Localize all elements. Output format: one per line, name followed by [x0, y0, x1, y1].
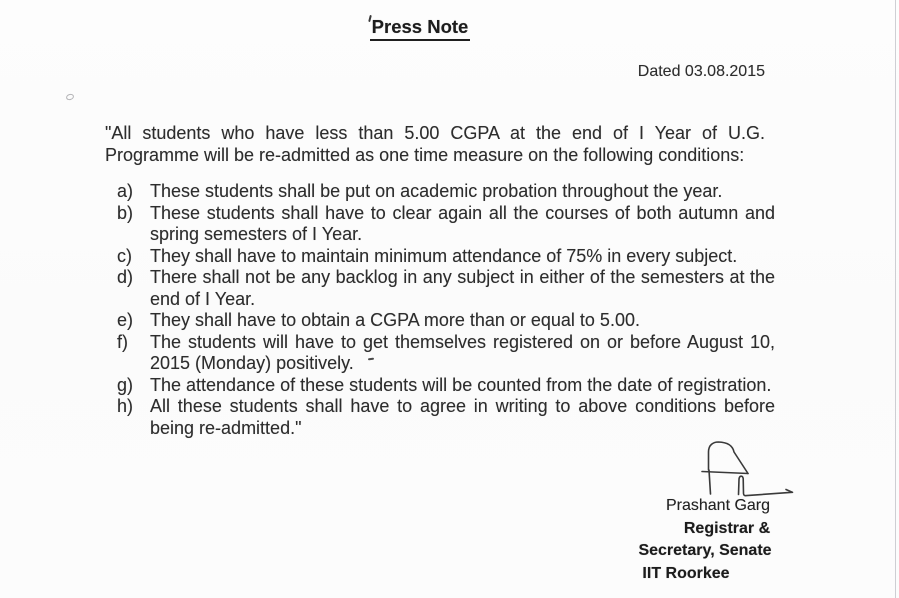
list-item-label: e): [117, 310, 134, 330]
list-item-text: The attendance of these students will be counted from the date of registration.: [150, 374, 772, 395]
list-item-text: They shall have to maintain minimum attendance of 75% in every subject.: [150, 245, 738, 266]
conditions-list: [105, 181, 775, 439]
list-item-label: h): [117, 396, 134, 416]
list-item: [105, 267, 775, 310]
list-item: [105, 332, 775, 375]
signature-block: [600, 495, 800, 585]
scan-edge-line: [895, 0, 896, 598]
list-item-label: f): [117, 331, 128, 352]
list-item: [105, 203, 775, 246]
list-item-label: c): [117, 245, 132, 266]
list-item-text: These students shall be put on academic probation throughout the year.: [150, 181, 723, 201]
list-item: [105, 396, 775, 439]
intro-paragraph: "All students who have less than 5.00 CGPA at the end of I Year of U.G. Programme will be re-admitted as one time measure on the following conditions:: [105, 123, 765, 165]
list-item-text: They shall have to obtain a CGPA more than or equal to 5.00.: [150, 310, 640, 330]
signatory-name: Prashant Garg: [665, 497, 771, 514]
list-item-label: d): [117, 267, 134, 287]
signature-scribble-icon: [690, 439, 800, 501]
list-item: [105, 375, 775, 397]
list-item-text: There shall not be any backlog in any subject in either of the semesters at the end of I Year.: [150, 267, 775, 309]
scan-speck: [65, 93, 74, 101]
signatory-role-line: IIT Roorkee: [642, 564, 730, 582]
signatory-role-line: Registrar &: [683, 519, 771, 537]
list-item: [105, 246, 775, 268]
list-item-text: These students shall have to clear again all the courses of both autumn and spring semesters of I Year.: [150, 202, 775, 244]
list-item: [105, 310, 775, 332]
list-item-text: The students will have to get themselves registered on or before August 10, 2015 (Monday) positively.: [150, 331, 775, 373]
list-item: [105, 181, 775, 203]
page-title: Press Note: [370, 16, 471, 41]
title-area: [0, 16, 840, 41]
list-item-label: b): [117, 202, 134, 223]
list-item-label: a): [117, 181, 134, 201]
signatory-role-line: Secretary, Senate: [638, 542, 772, 559]
list-item-label: g): [117, 374, 134, 395]
date-line: Dated 03.08.2015: [637, 63, 765, 80]
list-item-text: All these students shall have to agree in writing to above conditions before being re-admitted.": [150, 396, 775, 438]
